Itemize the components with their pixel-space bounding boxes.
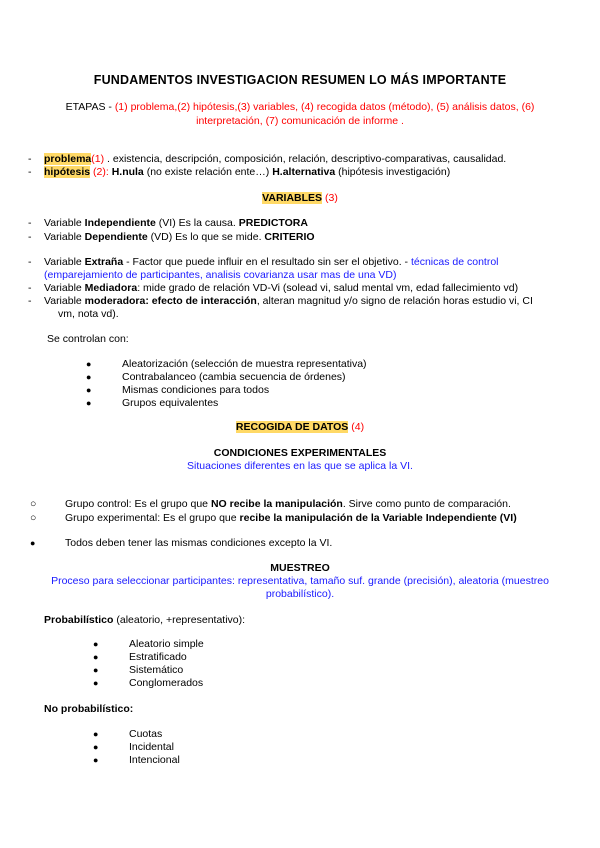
list-item: Sistemático [129,664,184,676]
dash: - [28,217,32,229]
bullet-icon: ● [93,678,99,688]
h-alternativa: H.alternativa [272,166,336,178]
controlan-label: Se controlan con: [47,333,129,345]
muestreo-line-2: probabilístico). [265,588,335,600]
list-item: Contrabalanceo (cambia secuencia de órdenes) [122,371,346,383]
circle-bullet-icon: ○ [30,498,37,510]
var-pre: Variable [44,256,82,268]
grupo-bold: NO recibe la manipulación [210,498,343,510]
h-nula-desc: (no existe relación ente…) [146,166,270,178]
dash: - [28,153,32,165]
muestreo-line-1: Proceso para seleccionar participantes: representativa, tamaño suf. grande (precisión), aleatoria (muestreo [51,575,549,587]
control-techniques: técnicas de control [410,256,499,268]
list-item: Cuotas [129,728,163,740]
var-desc: , alteran magnitud y/o signo de relación horas estudio vi, CI [256,295,533,307]
bullet-icon: ● [93,742,99,752]
circle-bullet-icon: ○ [30,512,37,524]
list-item: Grupos equivalentes [122,397,219,409]
dash: - [28,282,32,294]
intro-problema-text [44,153,506,166]
condiciones-subtitle: Situaciones diferentes en las que se aplica la VI. [187,460,413,472]
page-title: FUNDAMENTOS INVESTIGACION RESUMEN LO MÁS IMPORTANTE [93,73,507,87]
variables-num: (3) [324,192,338,204]
var-desc: (VD) Es lo que se mide. [150,231,262,243]
recogida-term: RECOGIDA DE DATOS [235,421,349,433]
etapas-steps: (1) problema,(2) hipótesis,(3) variables, (4) recogida datos (método), (5) análisis datos, (6) [114,101,535,113]
problema-desc: . existencia, descripción, composición, relación, descriptivo-comparativas, causalidad. [107,153,507,165]
variables-heading [0,192,600,205]
var-name: Independiente [84,217,156,229]
var-pre: Variable [44,231,82,243]
bullet-icon: ● [93,639,99,649]
etapas-line-2: interpretación, (7) comunicación de informe . [196,115,404,127]
list-item: Aleatorio simple [129,638,204,650]
recogida-heading [0,421,600,434]
var-name: Extraña [84,256,124,268]
h-nula: H.nula [111,166,144,178]
num-2: (2): [93,166,109,178]
etapas-line-1 [0,101,600,114]
term-hipotesis: hipótesis [44,166,91,178]
list-item: Conglomerados [129,677,204,689]
variables-term: VARIABLES [262,192,323,204]
todos-text: Todos deben tener las mismas condiciones excepto la VI. [65,537,333,549]
bullet-icon: ● [86,385,92,395]
bullet-icon: ● [93,729,99,739]
condiciones-title: CONDICIONES EXPERIMENTALES [213,447,387,459]
intro-hipotesis-text [44,166,450,179]
var-desc: - Factor que puede influir en el resultado sin ser el objetivo. - [126,256,409,268]
bullet-icon: ● [93,665,99,675]
var-pre: Variable [44,295,82,307]
bullet-icon: ● [93,652,99,662]
bullet-icon: ● [86,359,92,369]
list-item: Estratificado [129,651,187,663]
probabilistico-desc: (aleatorio, +representativo): [116,614,246,626]
control-techniques-detail: (emparejamiento de participantes, analisis covarianza usar mas de una VD) [44,269,397,281]
grupo-pre: Grupo control: Es el grupo que [65,498,209,510]
grupo-post: . Sirve como punto de comparación. [342,498,511,510]
var-role: CRITERIO [264,231,315,243]
var-desc: : mide grado de relación VD-Vi (solead vi, salud mental vm, edad fallecimiento vd) [137,282,519,294]
list-item: Mismas condiciones para todos [122,384,270,396]
dash: - [28,256,32,268]
dash: - [28,295,32,307]
bullet-icon: ● [86,372,92,382]
dash: - [28,166,32,178]
var-name: Dependiente [84,231,148,243]
var-name: moderadora: efecto de interacción [84,295,257,307]
var-pre: Variable [44,217,82,229]
var-role: PREDICTORA [238,217,308,229]
list-item: Incidental [129,741,174,753]
var-desc-cont: vm, nota vd). [58,308,119,320]
list-item: Aleatorización (selección de muestra representativa) [122,358,367,370]
etapas-label: ETAPAS - [65,101,112,113]
var-name: Mediadora [84,282,138,294]
grupo-bold: recibe la manipulación de la Variable Independiente (VI) [239,512,517,524]
h-alternativa-desc: (hipótesis investigación) [338,166,451,178]
bullet-icon: ● [30,538,36,548]
var-pre: Variable [44,282,82,294]
bullet-icon: ● [93,755,99,765]
no-probabilistico-label: No probabilístico: [44,703,134,715]
recogida-num: (4) [351,421,365,433]
grupo-pre: Grupo experimental: Es el grupo que [65,512,237,524]
dash: - [28,231,32,243]
probabilistico-label [44,614,245,627]
var-desc: (VI) Es la causa. [158,217,236,229]
muestreo-title: MUESTREO [270,562,330,574]
bullet-icon: ● [86,398,92,408]
probabilistico-term: Probabilístico [44,614,114,626]
term-problema: problema [44,153,92,165]
list-item: Intencional [129,754,180,766]
num-1: (1) [91,153,105,165]
